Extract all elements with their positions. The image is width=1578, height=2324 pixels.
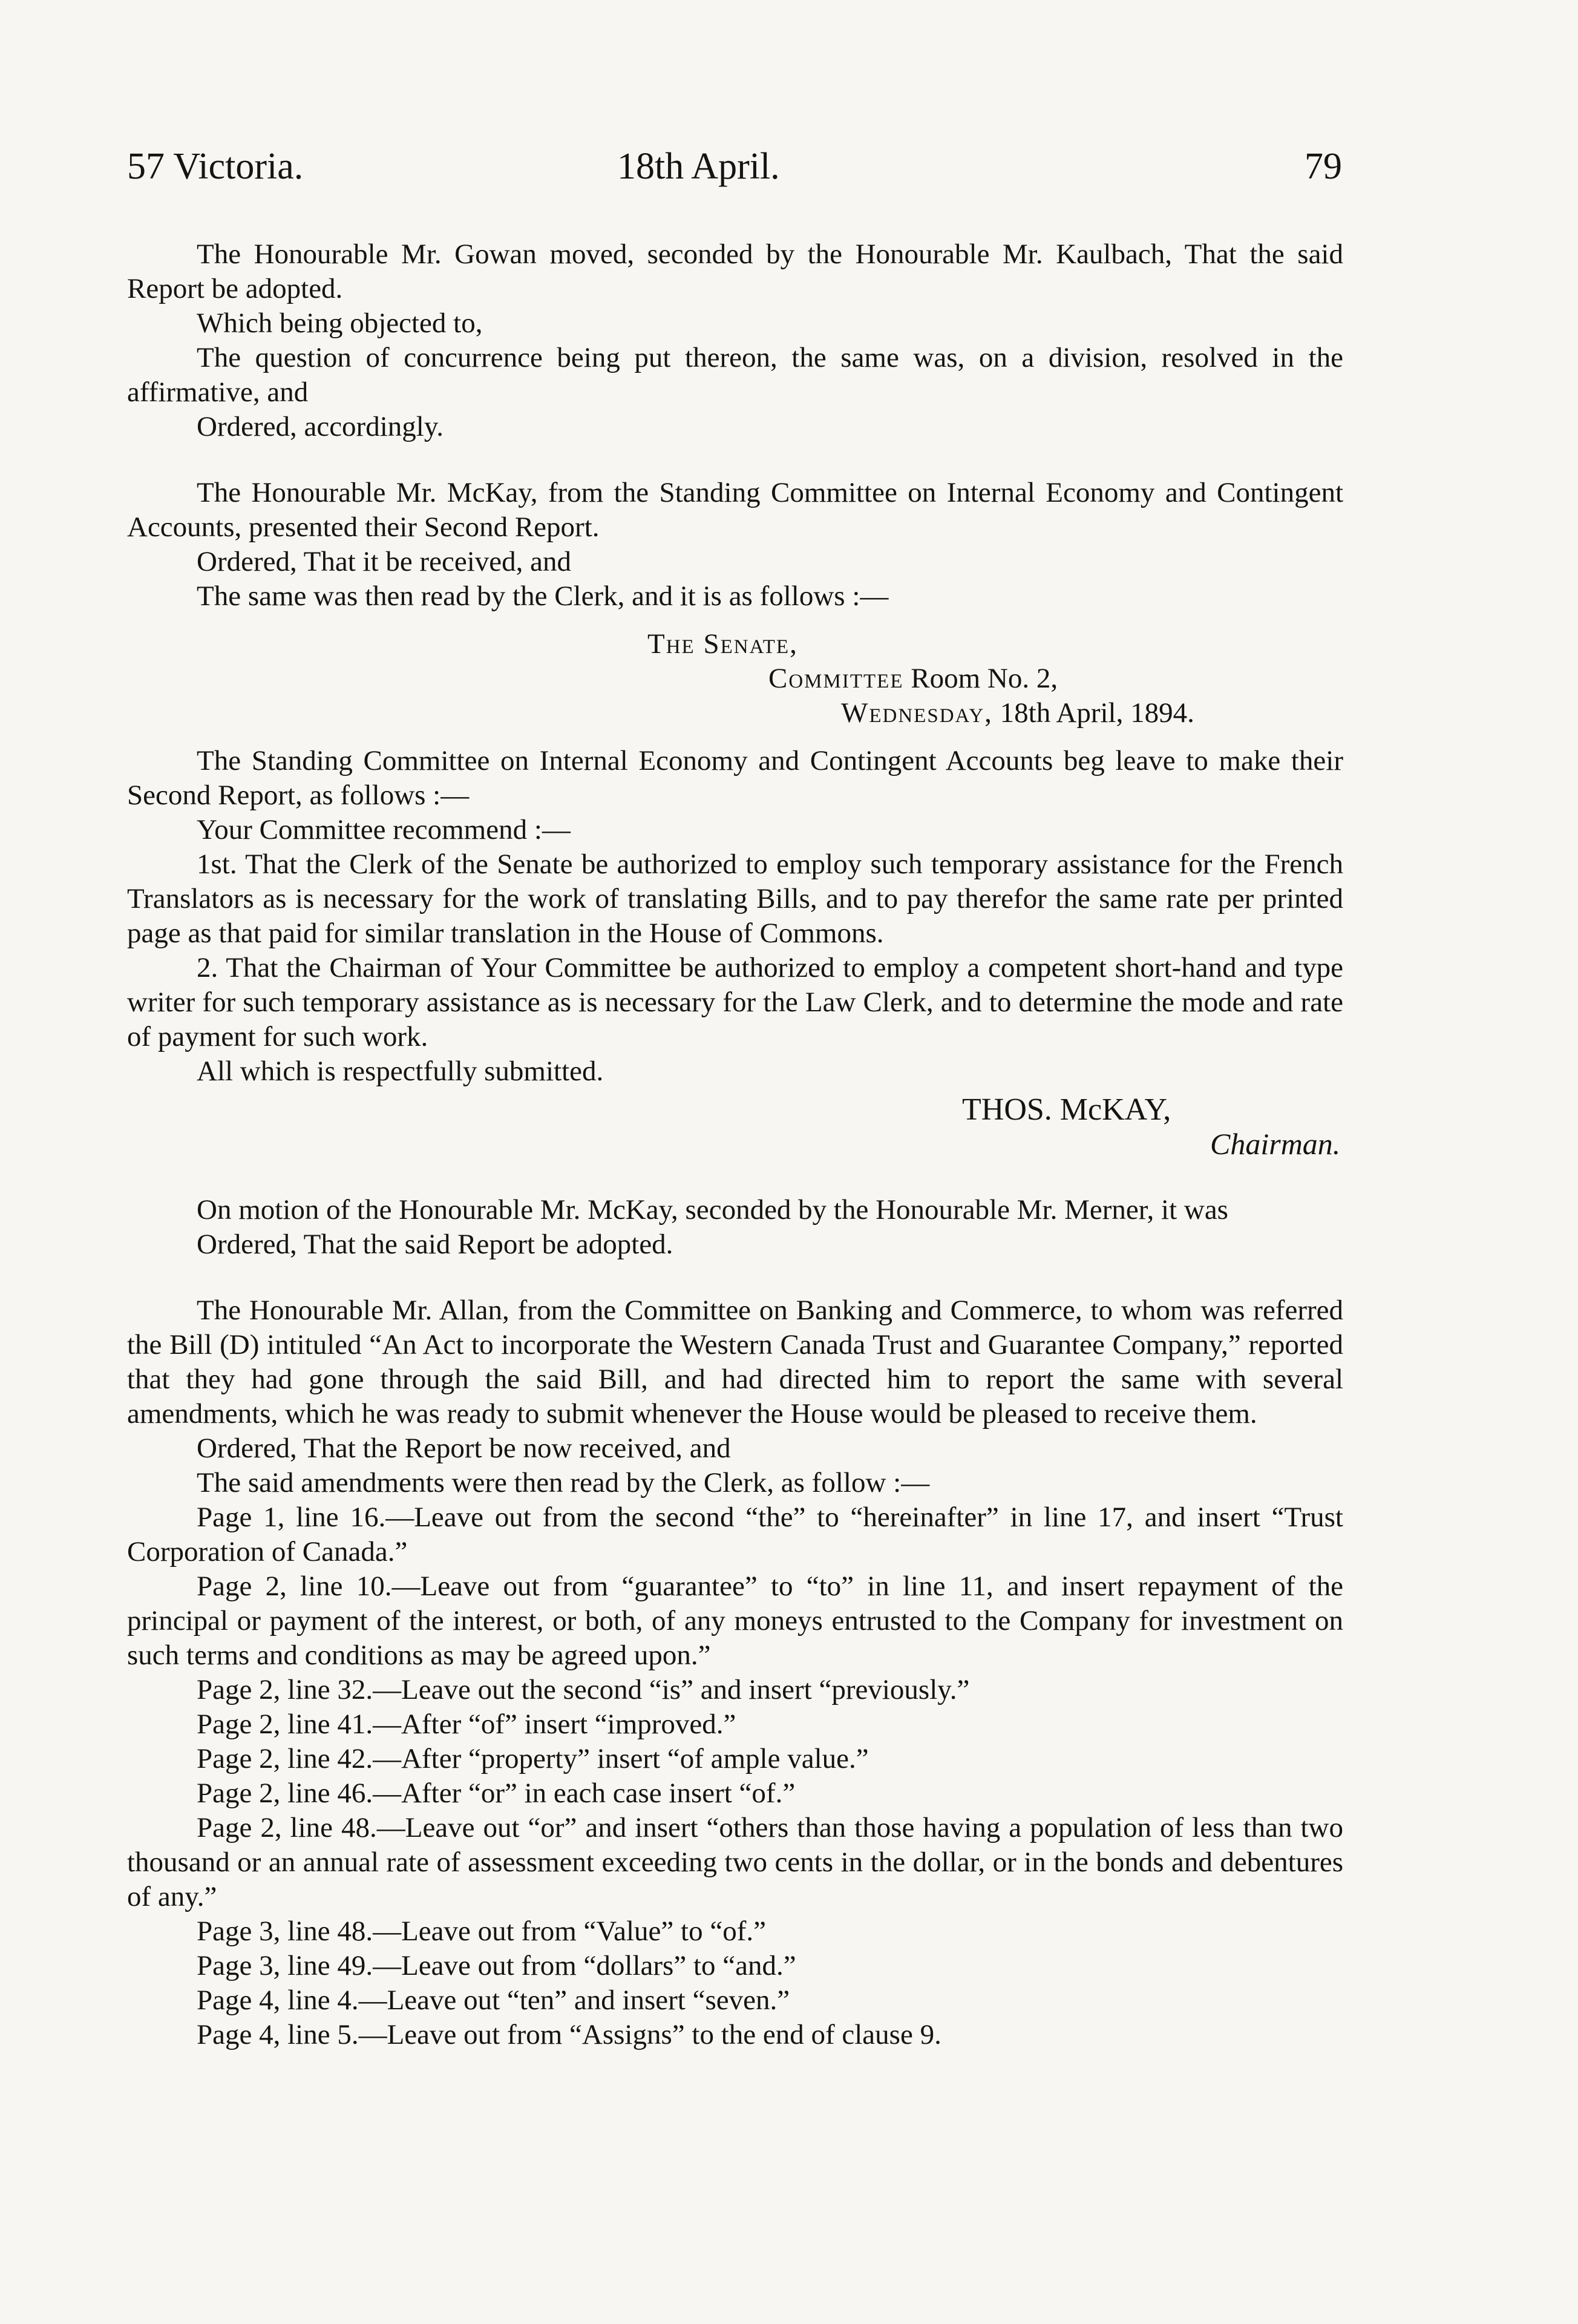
report-heading-date-rest: 18th April, 1894. (992, 697, 1194, 729)
paragraph: On motion of the Honourable Mr. McKay, seconded by the Honourable Mr. Merner, it was (197, 1194, 1228, 1226)
amendment-item: Page 2, line 41.—After “of” insert “improved.” (197, 1709, 736, 1740)
paragraph: 1st. That the Clerk of the Senate be authorized to employ such temporary assistance for the French Translators as is necessary for the work of translating Bills, and to pay therefor the same rate per printed page as that paid for similar translation in the House of Commons. (127, 849, 1343, 949)
page-header (127, 145, 1342, 194)
amendment-item: Page 2, line 10.—Leave out from “guarantee” to “to” in line 11, and insert repayment of the principal or payment of the interest, or both, of any moneys entrusted to the Company for investment on such terms and conditions as may be agreed upon.” (127, 1571, 1343, 1671)
report-heading-room (127, 661, 1343, 696)
journal-body (127, 237, 1343, 2052)
amendment-item: Page 4, line 5.—Leave out from “Assigns” to the end of clause 9. (197, 2019, 941, 2050)
paragraph: Ordered, That the said Report be adopted. (197, 1229, 673, 1260)
paragraph: The said amendments were then read by the Clerk, as follow :— (197, 1467, 930, 1498)
report-heading-senate: The Senate, (647, 628, 798, 660)
report-heading-room-rest: Room No. 2, (903, 663, 1058, 694)
paragraph: The Honourable Mr. McKay, from the Standing Committee on Internal Economy and Contingent Accounts, presented their Second Report. (127, 477, 1343, 543)
paragraph: The Honourable Mr. Allan, from the Committee on Banking and Commerce, to whom was referred the Bill (D) intituled “An Act to incorporate the Western Canada Trust and Guarantee Company,” reported that they had gone through the said Bill, and had directed him to report the same with several amendments, which he was ready to submit whenever the House would be pleased to receive them. (127, 1295, 1343, 1430)
paragraph: Ordered, That the Report be now received, and (197, 1433, 731, 1464)
paragraph: Which being objected to, (197, 307, 483, 339)
paragraph: Ordered, accordingly. (197, 411, 444, 442)
paragraph: Ordered, That it be received, and (197, 546, 571, 577)
paragraph: The Honourable Mr. Gowan moved, seconded by the Honourable Mr. Kaulbach, That the said Report be adopted. (127, 238, 1343, 304)
paragraph: The question of concurrence being put thereon, the same was, on a division, resolved in the affirmative, and (127, 342, 1343, 408)
paragraph: 2. That the Chairman of Your Committee be authorized to employ a competent short-hand and type writer for such temporary assistance as is necessary for the Law Clerk, and to determine the mode and rate of payment for such work. (127, 952, 1343, 1052)
amendment-item: Page 2, line 46.—After “or” in each case insert “of.” (197, 1777, 796, 1809)
date-label: 18th April. (617, 146, 780, 187)
amendment-item: Page 3, line 49.—Leave out from “dollars” to “and.” (197, 1950, 796, 1981)
signature-name: THOS. McKAY, (962, 1092, 1171, 1127)
report-heading-date (127, 696, 1343, 730)
paragraph: The Standing Committee on Internal Economy and Contingent Accounts beg leave to make their Second Report, as follows :— (127, 745, 1343, 811)
amendment-item: Page 2, line 42.—After “property” insert “of ample value.” (197, 1743, 869, 1774)
amendment-item: Page 3, line 48.—Leave out from “Value” to “of.” (197, 1915, 766, 1947)
paragraph: The same was then read by the Clerk, and it is as follows :— (197, 580, 889, 612)
page-number: 79 (1305, 146, 1342, 187)
signature-title: Chairman. (1210, 1127, 1341, 1161)
paragraph: All which is respectfully submitted. (197, 1055, 604, 1087)
report-heading-date-sc: Wednesday, (841, 697, 993, 729)
amendment-item: Page 2, line 32.—Leave out the second “is” and insert “previously.” (197, 1674, 970, 1705)
report-heading-room-sc: Committee (768, 663, 904, 694)
paragraph: Your Committee recommend :— (197, 814, 571, 845)
session-label: 57 Victoria. (127, 146, 304, 187)
amendment-item: Page 4, line 4.—Leave out “ten” and insert “seven.” (197, 1984, 790, 2016)
amendment-item: Page 1, line 16.—Leave out from the second “the” to “hereinafter” in line 17, and insert “Trust Corporation of Canada.” (127, 1502, 1343, 1567)
amendment-item: Page 2, line 48.—Leave out “or” and insert “others than those having a population of less than two thousand or an annual rate of assessment exceeding two cents in the dollar, or in the bonds and debentures of any.” (127, 1812, 1343, 1912)
